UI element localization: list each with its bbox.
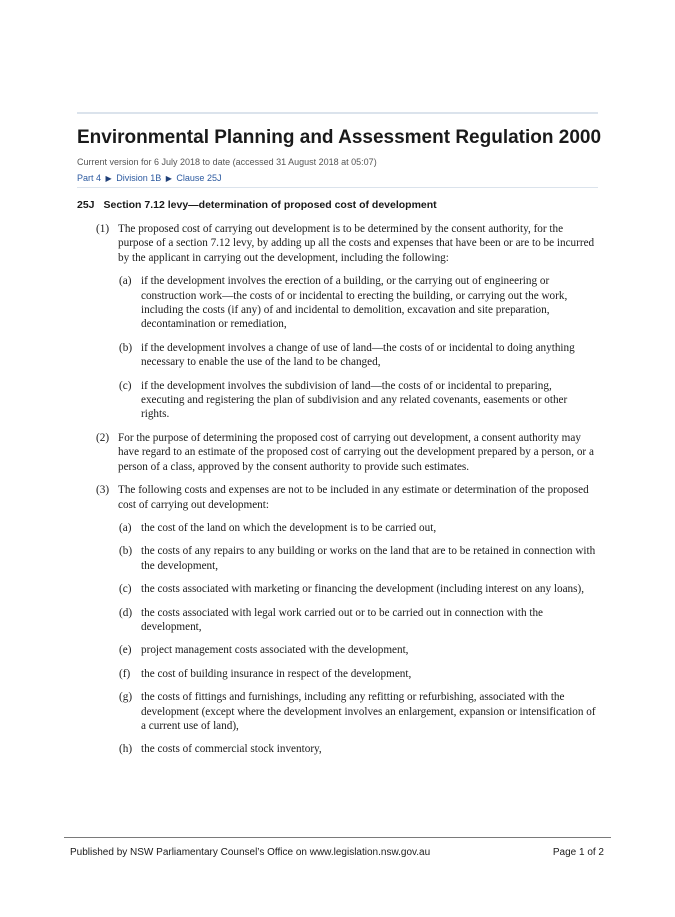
subclause xyxy=(96,222,596,265)
paragraph-item xyxy=(119,606,596,635)
paragraph-label: (f) xyxy=(119,667,131,680)
breadcrumb xyxy=(77,173,221,183)
paragraph-text: the costs associated with marketing or financing the development (including interest on any loans), xyxy=(141,583,585,596)
paragraph-item xyxy=(119,341,596,370)
chevron-right-icon: ▶ xyxy=(105,174,112,183)
paragraph-label: (c) xyxy=(119,379,132,392)
paragraph-item xyxy=(119,582,596,596)
paragraph-text: the costs associated with legal work carried out or to be carried out in connection with the development, xyxy=(141,606,544,633)
clause-heading xyxy=(77,199,437,211)
paragraph-text: if the development involves the subdivision of land—the costs of or incidental to preparing, executing and registering the plan of subdivision and any related covenants, easements or other rights. xyxy=(141,379,568,421)
subclause-label: (1) xyxy=(96,223,110,235)
subclause-label: (3) xyxy=(96,484,110,497)
paragraph-text: the costs of commercial stock inventory, xyxy=(141,743,322,756)
subclause xyxy=(96,483,596,512)
paragraph-item xyxy=(119,667,596,681)
footer-divider xyxy=(64,837,611,838)
paragraph-text: the costs of fittings and furnishings, including any refitting or refurbishing, associated with the development (except where the development involves an enlargement, expansion or intensification of a current use of land), xyxy=(141,691,596,732)
paragraph-text: project management costs associated with the development, xyxy=(141,644,409,657)
header-divider xyxy=(77,187,598,188)
breadcrumb-division-link[interactable]: Division 1B xyxy=(116,173,162,183)
paragraph-text: if the development involves the erection of a building, or the carrying out of engineering or construction work—the costs of or incidental to erecting the building, or carrying out the work, including the costs (if any) of and incidental to demolition, excavation and site preparation, decontamination or remediation, xyxy=(141,275,568,331)
paragraph-item xyxy=(119,643,596,657)
clause-body xyxy=(0,222,675,757)
version-info: Current version for 6 July 2018 to date (accessed 31 August 2018 at 05:07) xyxy=(77,157,377,167)
document-title: Environmental Planning and Assessment Regulation 2000 xyxy=(77,127,602,148)
paragraph-label: (g) xyxy=(119,691,133,704)
subclause-text: The proposed cost of carrying out development is to be determined by the consent authority, for the purpose of a section 7.12 levy, by adding up all the costs and expenses that have been or are to be incurred by the applicant in carrying out the development, including the following: xyxy=(118,223,595,264)
paragraph-item xyxy=(119,379,596,422)
breadcrumb-clause-link[interactable]: Clause 25J xyxy=(176,173,222,183)
top-divider xyxy=(77,112,598,114)
paragraph-label: (c) xyxy=(119,583,132,596)
paragraph-item xyxy=(119,274,596,332)
page-number: Page 1 of 2 xyxy=(552,847,604,858)
paragraph-item xyxy=(119,544,596,573)
paragraph-item xyxy=(119,521,596,535)
paragraph-label: (b) xyxy=(119,341,133,354)
breadcrumb-part-link[interactable]: Part 4 xyxy=(77,173,102,183)
subclause-label: (2) xyxy=(96,431,110,444)
paragraph-item xyxy=(119,742,596,756)
clause-number: 25J xyxy=(77,199,95,211)
paragraph-item xyxy=(119,690,596,733)
subclause-text: The following costs and expenses are not to be included in any estimate or determination of the proposed cost of carrying out development: xyxy=(118,484,589,511)
paragraph-text: the cost of building insurance in respect of the development, xyxy=(141,667,412,680)
paragraph-label: (b) xyxy=(119,545,133,558)
subclause-text: For the purpose of determining the proposed cost of carrying out development, a consent authority may have regard to an estimate of the proposed cost of carrying out the development prepared by a person, or a person of a class, approved by the consent authority to provide such estimates. xyxy=(118,431,594,473)
publisher-note: Published by NSW Parliamentary Counsel’s Office on www.legislation.nsw.gov.au xyxy=(70,847,431,858)
paragraph-label: (a) xyxy=(119,521,132,534)
paragraph-label: (a) xyxy=(119,275,132,288)
paragraph-text: the cost of the land on which the development is to be carried out, xyxy=(141,521,437,534)
clause-heading-text: Section 7.12 levy—determination of proposed cost of development xyxy=(103,199,437,211)
chevron-right-icon: ▶ xyxy=(165,174,172,183)
paragraph-text: the costs of any repairs to any building or works on the land that are to be retained in connection with the development, xyxy=(141,545,596,572)
paragraph-text: if the development involves a change of use of land—the costs of or incidental to doing anything necessary to enable the use of the land to be changed, xyxy=(141,341,575,369)
subclause xyxy=(96,431,596,474)
paragraph-label: (d) xyxy=(119,606,133,619)
paragraph-label: (e) xyxy=(119,644,132,657)
paragraph-label: (h) xyxy=(119,743,133,756)
